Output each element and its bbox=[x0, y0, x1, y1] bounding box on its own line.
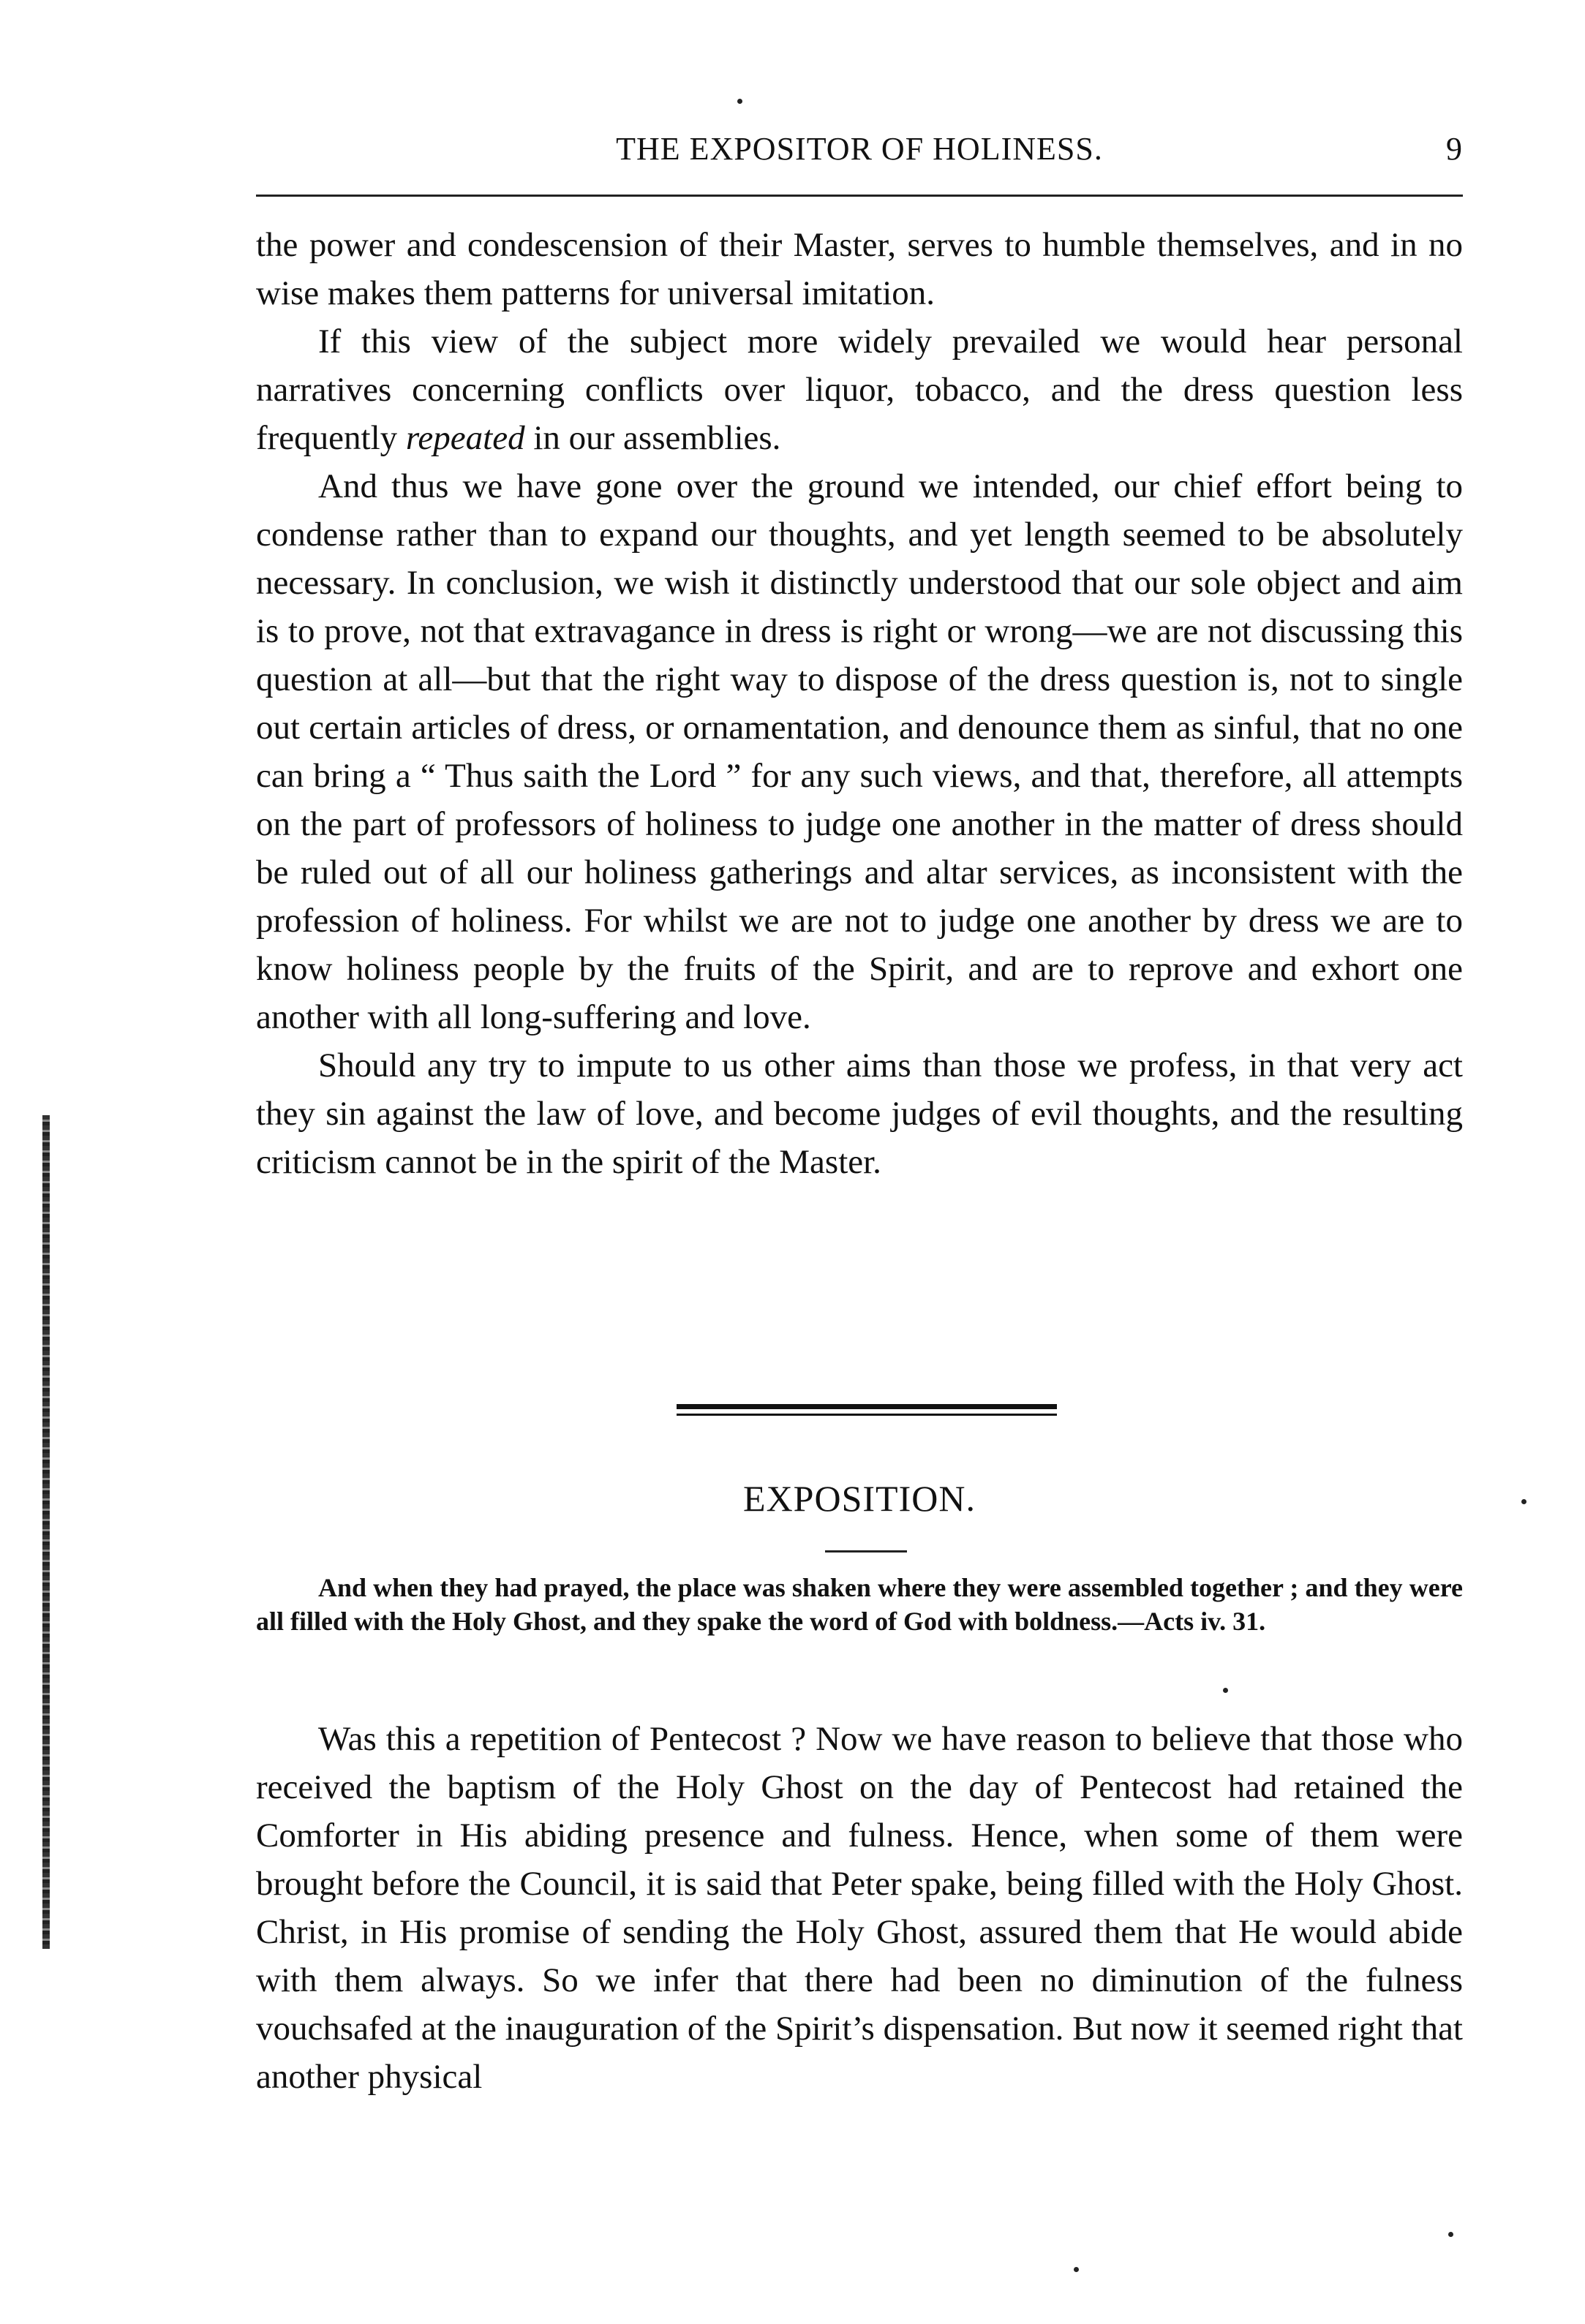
scripture-epigraph bbox=[256, 1571, 1463, 1638]
paragraph-subject-view bbox=[256, 317, 1463, 462]
divider-thin-line bbox=[677, 1414, 1057, 1416]
ink-speck bbox=[1074, 2267, 1079, 2272]
epigraph-text: And when they had prayed, the place was shaken where they were assembled together ; and they were all filled with the Holy Ghost, and they spake the word of God with boldness.—Acts iv. 31. bbox=[256, 1573, 1463, 1636]
paragraph-continued: the power and condescension of their Master, serves to humble themselves, and in no wise makes them patterns for universal imitation. bbox=[256, 226, 1463, 312]
paragraph-pentecost: Was this a repetition of Pentecost ? Now we have reason to believe that those who received the baptism of the Holy Ghost on the day of Pentecost had retained the Comforter in His abiding presence and fulness. Hence, when some of them were brought before the Council, it is said that Peter spake, being filled with the Holy Ghost. Christ, in His promise of sending the Holy Ghost, assured them that He would abide with them always. So we infer that there had been no diminution of the fulness vouchsafed at the inauguration of the Spirit’s dispensation. But now it seemed right that another physical bbox=[256, 1720, 1463, 2096]
ink-speck bbox=[1223, 1688, 1228, 1693]
section-divider bbox=[677, 1404, 1057, 1417]
running-title: THE EXPOSITOR OF HOLINESS. bbox=[616, 131, 1103, 167]
paragraph-text: If this view of the subject more widely prevailed we would hear personal narratives concerning conflicts over liquor, tobacco, and the dress question less frequently bbox=[256, 322, 1463, 457]
ink-speck bbox=[1448, 2232, 1453, 2237]
paragraph-conclusion: And thus we have gone over the ground we intended, our chief effort being to condense rather than to expand our thoughts, and yet length seemed to be absolutely necessary. In conclusion, we wish it distinctly understood that our sole object and aim is to prove, not that extravagance in dress is right or wrong—we are not discussing this question at all—but that the right way to dispose of the dress question is, not to single out certain articles of dress, or ornamentation, and denounce them as sinful, that no one can bring a “ Thus saith the Lord ” for any such views, and that, therefore, all attempts on the part of professors of holiness to judge one another in the matter of dress should be ruled out of all our holiness gatherings and altar services, as inconsistent with the profession of holiness. For whilst we are not to judge one another by dress we are to know holiness people by the fruits of the Spirit, and are to reprove and exhort one another with all long-suffering and love. bbox=[256, 467, 1463, 1036]
page-number: 9 bbox=[1446, 131, 1463, 167]
dress-question-conclusion bbox=[256, 221, 1463, 1186]
ink-speck bbox=[1521, 1499, 1526, 1504]
paragraph-closing: Should any try to impute to us other aims than those we profess, in that very act they sin against the law of love, and become judges of evil thoughts, and the resulting criticism cannot be in the spirit of the Master. bbox=[256, 1046, 1463, 1181]
binding-edge-mark bbox=[42, 1115, 50, 1949]
italic-word: repeated bbox=[405, 419, 525, 457]
ink-speck bbox=[737, 99, 742, 104]
title-underline bbox=[825, 1550, 907, 1553]
running-head bbox=[256, 130, 1463, 174]
exposition-body bbox=[256, 1715, 1463, 2101]
divider-thick-line bbox=[677, 1404, 1057, 1409]
section-title: EXPOSITION. bbox=[743, 1478, 976, 1519]
header-rule bbox=[256, 195, 1463, 197]
paragraph-text: in our assemblies. bbox=[524, 419, 781, 457]
